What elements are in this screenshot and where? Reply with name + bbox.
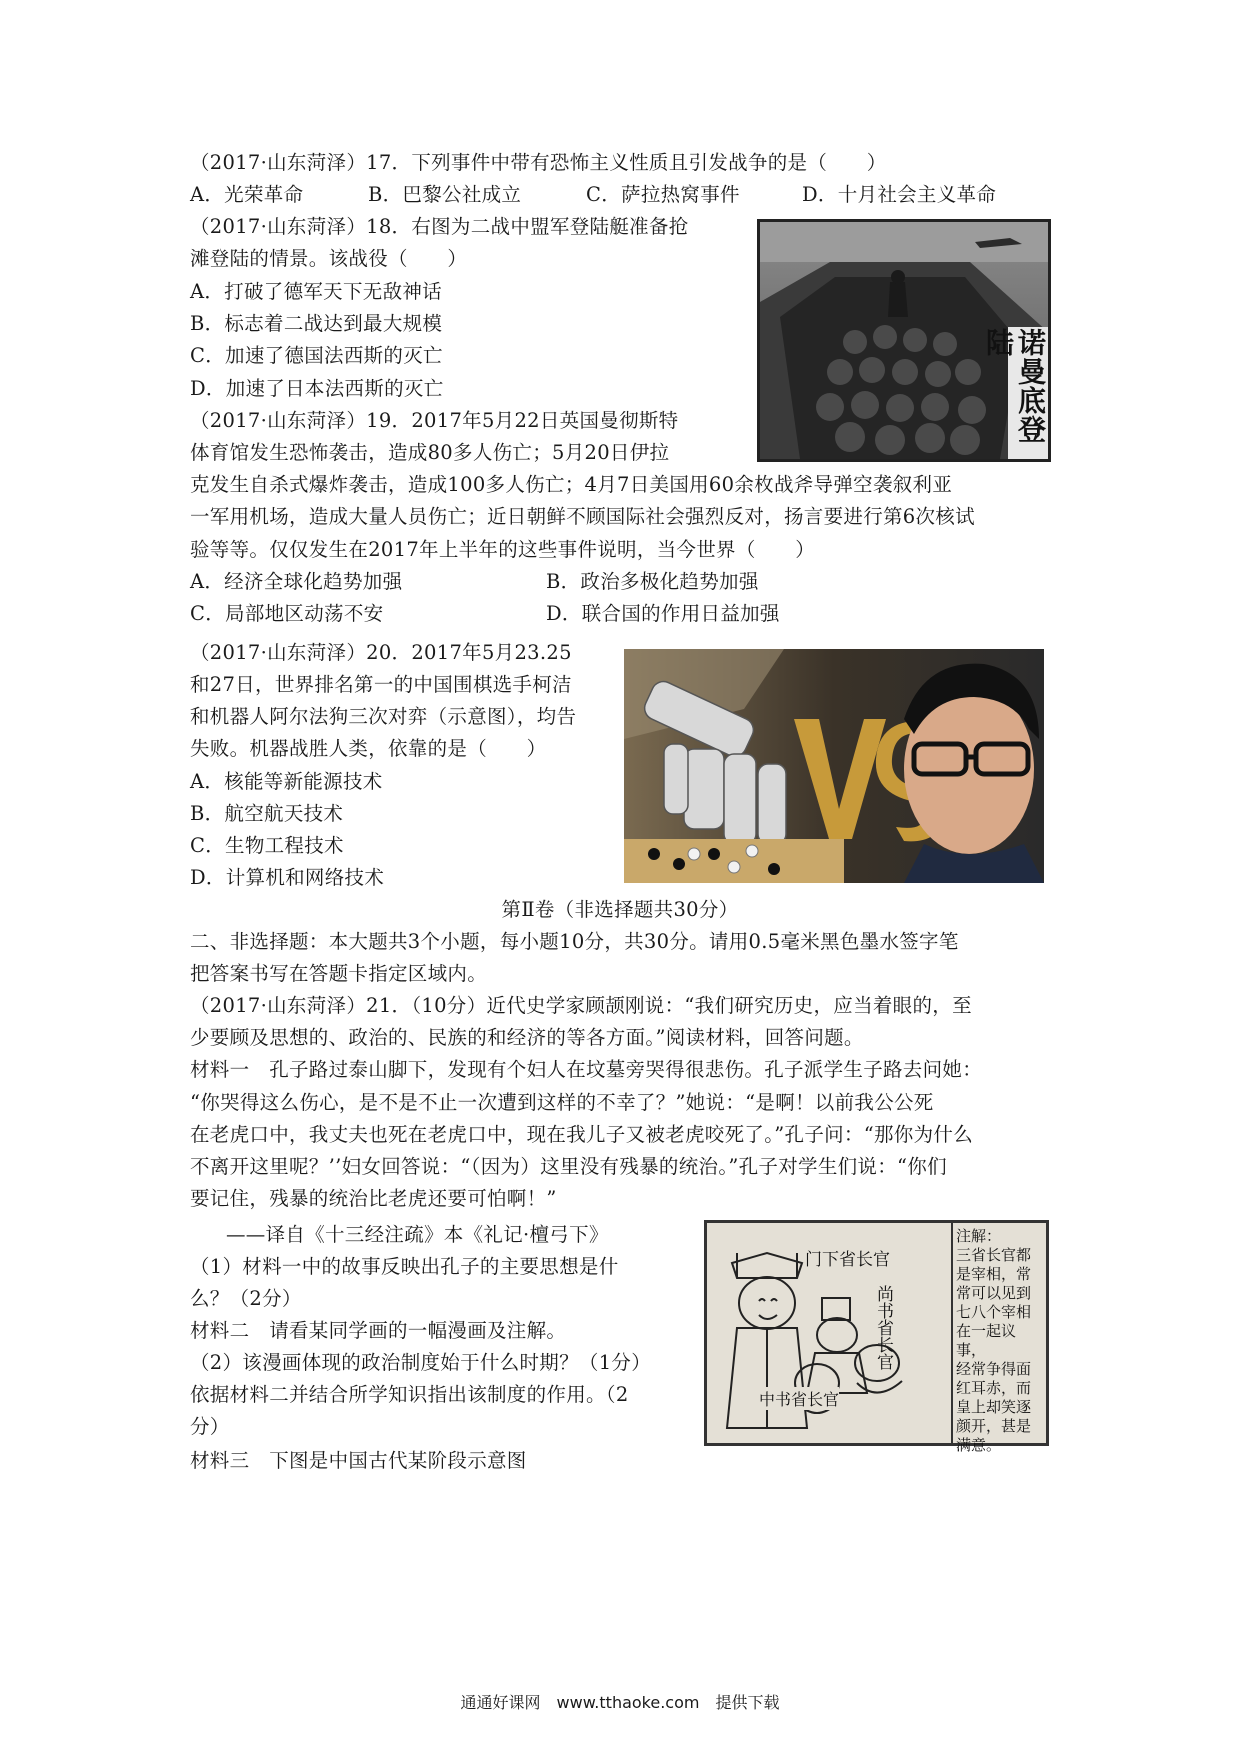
q20-option-c: C．生物工程技术 (190, 834, 344, 857)
q18-option-b: B．标志着二战达到最大规模 (190, 312, 443, 335)
q19-option-d: D．联合国的作用日益加强 (546, 602, 780, 625)
q19-options-row2 (190, 598, 780, 630)
q19-option-a: A．经济全球化趋势加强 (190, 570, 403, 593)
q19-option-b: B．政治多极化趋势加强 (546, 570, 759, 593)
q21-material2: 材料二 请看某同学画的一幅漫画及注解。 (190, 1319, 567, 1342)
ke-jie-vs-alphago-photo (624, 649, 1044, 883)
q19-line4: 一军用机场，造成大量人员伤亡；近日朝鲜不顾国际社会强烈反对，扬言要进行第6次核试 (190, 505, 975, 528)
q20-option-b: B．航空航天技术 (190, 802, 344, 825)
q17-option-b: B．巴黎公社成立 (368, 183, 522, 206)
q21-material1-line3: 在老虎口中，我丈夫也死在老虎口中，现在我儿子又被老虎咬死了。”孔子问：“那你为什么 (190, 1123, 973, 1146)
q18-option-c: C．加速了德国法西斯的灭亡 (190, 344, 443, 367)
q21-sub2-line1: （2）该漫画体现的政治制度始于什么时期？（1分） (190, 1351, 652, 1374)
page-footer: 通通好课网 www.tthaoke.com 提供下载 (460, 1693, 780, 1712)
q21-material1-line4: 不离开这里呢？’’妇女回答说：“（因为）这里没有残暴的统治。”孔子对学生们说：“你们 (190, 1155, 947, 1178)
q21-material1-line5: 要记住，残暴的统治比老虎还要可怕啊！” (190, 1187, 557, 1210)
three-departments-cartoon (704, 1220, 1049, 1454)
q18-option-a: A．打破了德军天下无敌神话 (190, 280, 442, 303)
label-shangshu-official: 尚书省长官 (873, 1285, 893, 1370)
q21-sub2-line3: 分） (190, 1415, 230, 1438)
q19-options-row1 (190, 566, 759, 598)
q21-sub1-line1: （1）材料一中的故事反映出孔子的主要思想是什 (190, 1255, 619, 1278)
annotation-line: 七八个宰相 (956, 1303, 1032, 1321)
section2-instructions-line1: 二、非选择题：本大题共3个小题，每小题10分，共30分。请用0.5毫米黑色墨水签字笔 (190, 930, 959, 953)
q19-line2: 体育馆发生恐怖袭击，造成80多人伤亡；5月20日伊拉 (190, 441, 670, 464)
annotation-line: 三省长官都 (956, 1246, 1032, 1264)
q17-option-d: D．十月社会主义革命 (802, 183, 997, 206)
label-zhongshu-official: 中书省长官 (759, 1387, 839, 1410)
normandy-caption: 诺曼底登陆 (982, 328, 1047, 444)
q18-stem-line2: 滩登陆的情景。该战役（ ） (190, 247, 468, 270)
q20-line4: 失败。机器战胜人类，依靠的是（ ） (190, 737, 547, 760)
annotation-line: 经常争得面 (956, 1360, 1032, 1378)
annotation-line: 在一起议事， (956, 1322, 1017, 1359)
annotation-line: 常可以见到 (956, 1284, 1032, 1302)
q17-option-c: C．萨拉热窝事件 (586, 183, 740, 206)
go-match-illustration (624, 649, 1044, 883)
label-menxia-official: 门下省长官 (805, 1250, 890, 1270)
annotation-line: 颜开，甚是 (956, 1417, 1032, 1435)
q20-line2: 和27日，世界排名第一的中国围棋选手柯洁 (190, 673, 572, 696)
annotation-line: 皇上却笑逐 (956, 1398, 1032, 1416)
q18-stem-line1: （2017·山东菏泽）18．右图为二战中盟军登陆艇准备抢 (190, 215, 689, 238)
normandy-landing-photo (757, 219, 1051, 462)
q19-line1: （2017·山东菏泽）19．2017年5月22日英国曼彻斯特 (190, 409, 679, 432)
q17-options (190, 179, 996, 211)
q19-line3: 克发生自杀式爆炸袭击，造成100多人伤亡；4月7日美国用60余枚战斧导弹空袭叙利亚 (190, 473, 953, 496)
q19-line5: 验等等。仅仅发生在2017年上半年的这些事件说明，当今世界（ ） (190, 538, 816, 561)
q21-sub1-line2: 么？（2分） (190, 1287, 302, 1310)
section2-instructions-line2: 把答案书写在答题卡指定区域内。 (190, 962, 488, 985)
q20-line3: 和机器人阿尔法狗三次对弈（示意图），均告 (190, 705, 577, 728)
annotation-title: 注解： (956, 1227, 1002, 1245)
cartoon-annotation (951, 1223, 1046, 1454)
q21-material1-source: ——译自《十三经注疏》本《礼记·檀弓下》 (226, 1223, 609, 1246)
q20-option-a: A．核能等新能源技术 (190, 770, 383, 793)
q21-material1-line2: “你哭得这么伤心，是不是不止一次遭到这样的不幸了？”她说：“是啊！以前我公公死 (190, 1091, 934, 1114)
q21-line2: 少要顾及思想的、政治的、民族的和经济的等各方面。”阅读材料，回答问题。 (190, 1026, 864, 1049)
q21-line1: （2017·山东菏泽）21．（10分）近代史学家顾颉刚说：“我们研究历史，应当着眼的，至 (190, 994, 972, 1017)
q20-option-d: D．计算机和网络技术 (190, 866, 385, 889)
annotation-line: 满意。 (956, 1436, 1002, 1454)
q20-line1: （2017·山东菏泽）20．2017年5月23.25 (190, 641, 572, 664)
q17-option-a: A．光荣革命 (190, 183, 304, 206)
q18-option-d: D．加速了日本法西斯的灭亡 (190, 377, 444, 400)
annotation-line: 红耳赤，而 (956, 1379, 1032, 1397)
q21-material3: 材料三 下图是中国古代某阶段示意图 (190, 1449, 527, 1472)
q19-option-c: C．局部地区动荡不安 (190, 602, 384, 625)
q17-stem: （2017·山东菏泽）17．下列事件中带有恐怖主义性质且引发战争的是（ ） (190, 151, 887, 174)
q21-sub2-line2: 依据材料二并结合所学知识指出该制度的作用。（2 (190, 1383, 629, 1406)
q21-material1-line1: 材料一 孔子路过泰山脚下，发现有个妇人在坟墓旁哭得很悲伤。孔子派学生子路去问她： (190, 1058, 983, 1081)
section2-title: 第Ⅱ卷（非选择题共30分） (501, 898, 739, 921)
annotation-line: 是宰相，常 (956, 1265, 1032, 1283)
